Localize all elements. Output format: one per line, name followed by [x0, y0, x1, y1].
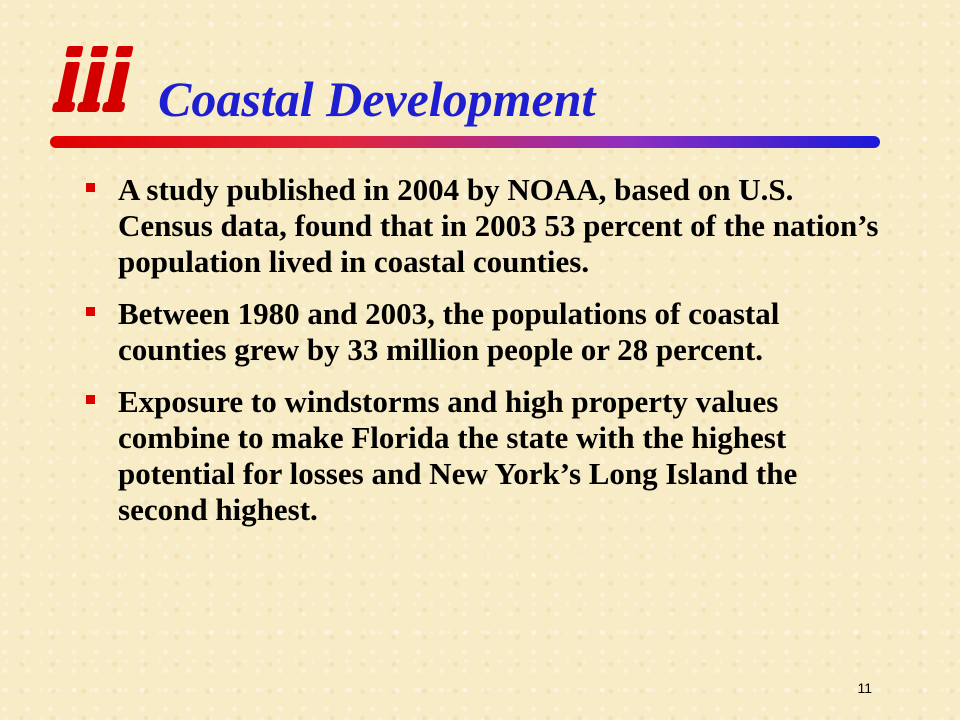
page-number: 11 — [857, 680, 872, 696]
bullet-item — [80, 172, 890, 280]
slide-title: Coastal Development — [158, 71, 596, 127]
square-bullet-icon — [86, 395, 95, 404]
title-underline-rule — [50, 136, 880, 148]
bullet-text: Exposure to windstorms and high property values combine to make Florida the state with the highest potential for losses and New York’s Long Island the second highest. — [118, 384, 798, 527]
bullet-item — [80, 296, 890, 368]
bullet-list — [80, 172, 890, 544]
bullet-item — [80, 384, 890, 528]
bullet-text: A study published in 2004 by NOAA, based on U.S. Census data, found that in 2003 53 percent of the nation’s population lived in coastal counties. — [118, 172, 879, 279]
square-bullet-icon — [86, 307, 95, 316]
iii-logo-icon — [52, 44, 136, 126]
bullet-text: Between 1980 and 2003, the populations of coastal counties grew by 33 million people or 28 percent. — [118, 296, 780, 367]
square-bullet-icon — [86, 183, 95, 192]
